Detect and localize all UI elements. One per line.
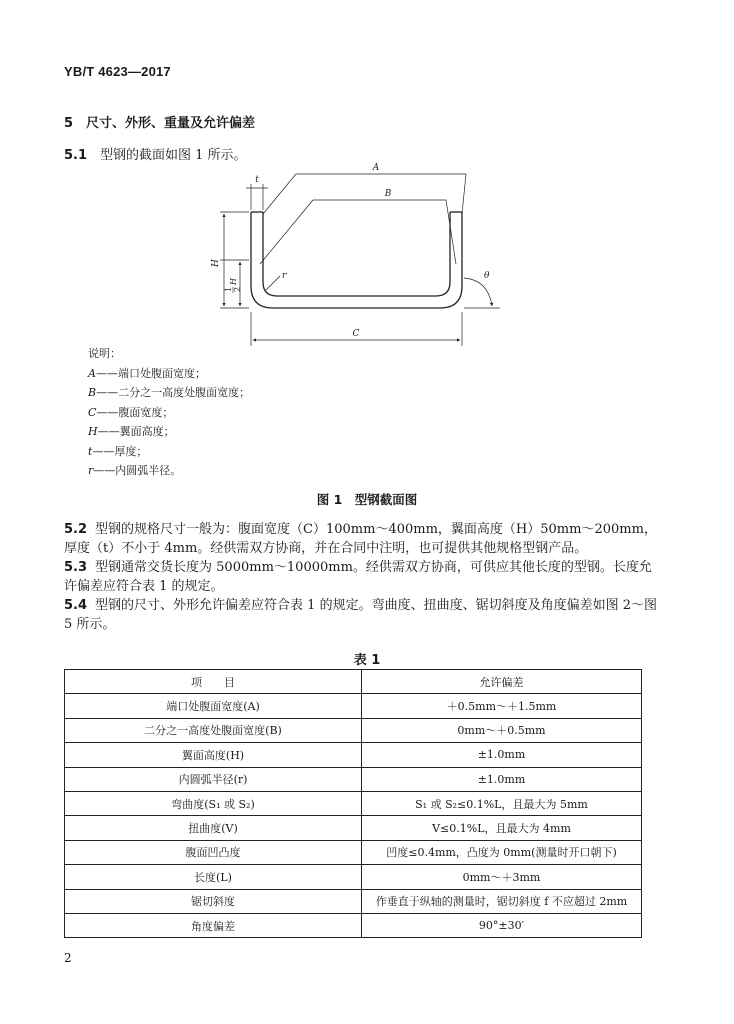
clause-5-3: 5.3 型钢通常交货长度为 5000mm～10000mm。经供需双方协商，可供应其他长度的型钢。长度允许偏差应符合表 1 的规定。 [64, 560, 652, 594]
label-A: A [372, 163, 380, 173]
label-H: H [211, 259, 221, 267]
clause-5-4: 5.4 型钢的尺寸、外形允许偏差应符合表 1 的规定。弯曲度、扭曲度、锯切斜度及角度偏差如图 2～图 5 所示。 [64, 598, 657, 632]
section-heading [64, 112, 255, 131]
label-r: r [282, 271, 287, 281]
table-row: 角度偏差 90°±30′ [65, 913, 642, 937]
legend-item: H——翼面高度； [88, 425, 175, 438]
clause-5-2: 5.2 型钢的规格尺寸一般为：腹面宽度（C）100mm～400mm，翼面高度（H）50mm～200mm，厚度（t）不小于 4mm。经供需双方协商，并在合同中注明，也可提供其他规格型钢产品。 [64, 522, 657, 556]
table-header-row [65, 670, 642, 694]
channel-outline [251, 212, 462, 308]
section-title: 尺寸、外形、重量及允许偏差 [86, 116, 256, 131]
header-tolerance: 允许偏差 [362, 670, 642, 694]
clause-text: 型钢的截面如图 1 所示。 [100, 148, 247, 163]
standard-code: YB/T 4623—2017 [64, 64, 171, 79]
legend-item: A——端口处腹面宽度； [88, 366, 206, 380]
table-row: 内圆弧半径(r) ±1.0mm [65, 767, 642, 791]
dimension-lines [220, 174, 500, 346]
table-row: 锯切斜度 作垂直于纵轴的测量时，锯切斜度 f 不应超过 2mm [65, 889, 642, 913]
label-t: t [255, 175, 259, 185]
table-row: 腹面凹凸度 凹度≤0.4mm，凸度为 0mm(测量时开口朝下) [65, 840, 642, 864]
label-C: C [352, 329, 360, 339]
legend-title: 说明： [88, 347, 121, 360]
page-number: 2 [64, 951, 72, 965]
figure-1-cross-section [200, 160, 520, 350]
table-row: 扭曲度(V) V≤0.1%L，且最大为 4mm [65, 816, 642, 840]
legend-item: C——腹面宽度； [88, 405, 174, 419]
clause-number: 5.1 [64, 148, 88, 163]
label-half-num: 1 [224, 286, 233, 292]
label-theta: θ [484, 271, 490, 281]
table-row: 二分之一高度处腹面宽度(B) 0mm～＋0.5mm [65, 718, 642, 742]
label-half-H [224, 277, 242, 293]
legend-item: t——厚度； [88, 444, 148, 458]
table-row: 翼面高度(H) ±1.0mm [65, 743, 642, 767]
legend-item: r——内圆弧半径。 [88, 464, 182, 477]
table-row: 端口处腹面宽度(A) ＋0.5mm～＋1.5mm [65, 694, 642, 718]
section-number: 5 [64, 116, 74, 131]
table-row: 长度(L) 0mm～＋3mm [65, 865, 642, 889]
tolerance-table [64, 669, 642, 938]
figure-legend [88, 344, 250, 481]
header-item: 项 目 [65, 670, 362, 694]
clauses-5-2-to-5-4 [64, 520, 660, 634]
figure-labels [211, 163, 490, 339]
table-row: 弯曲度(S₁ 或 S₂) S₁ 或 S₂≤0.1%L，且最大为 5mm [65, 791, 642, 815]
table-caption: 表 1 [353, 653, 381, 668]
label-B: B [384, 189, 392, 199]
figure-caption: 图 1 型钢截面图 [316, 492, 418, 507]
legend-item: B——二分之一高度处腹面宽度； [88, 386, 251, 399]
label-half-var: H [229, 278, 238, 285]
label-half-den: 2 [233, 286, 242, 292]
